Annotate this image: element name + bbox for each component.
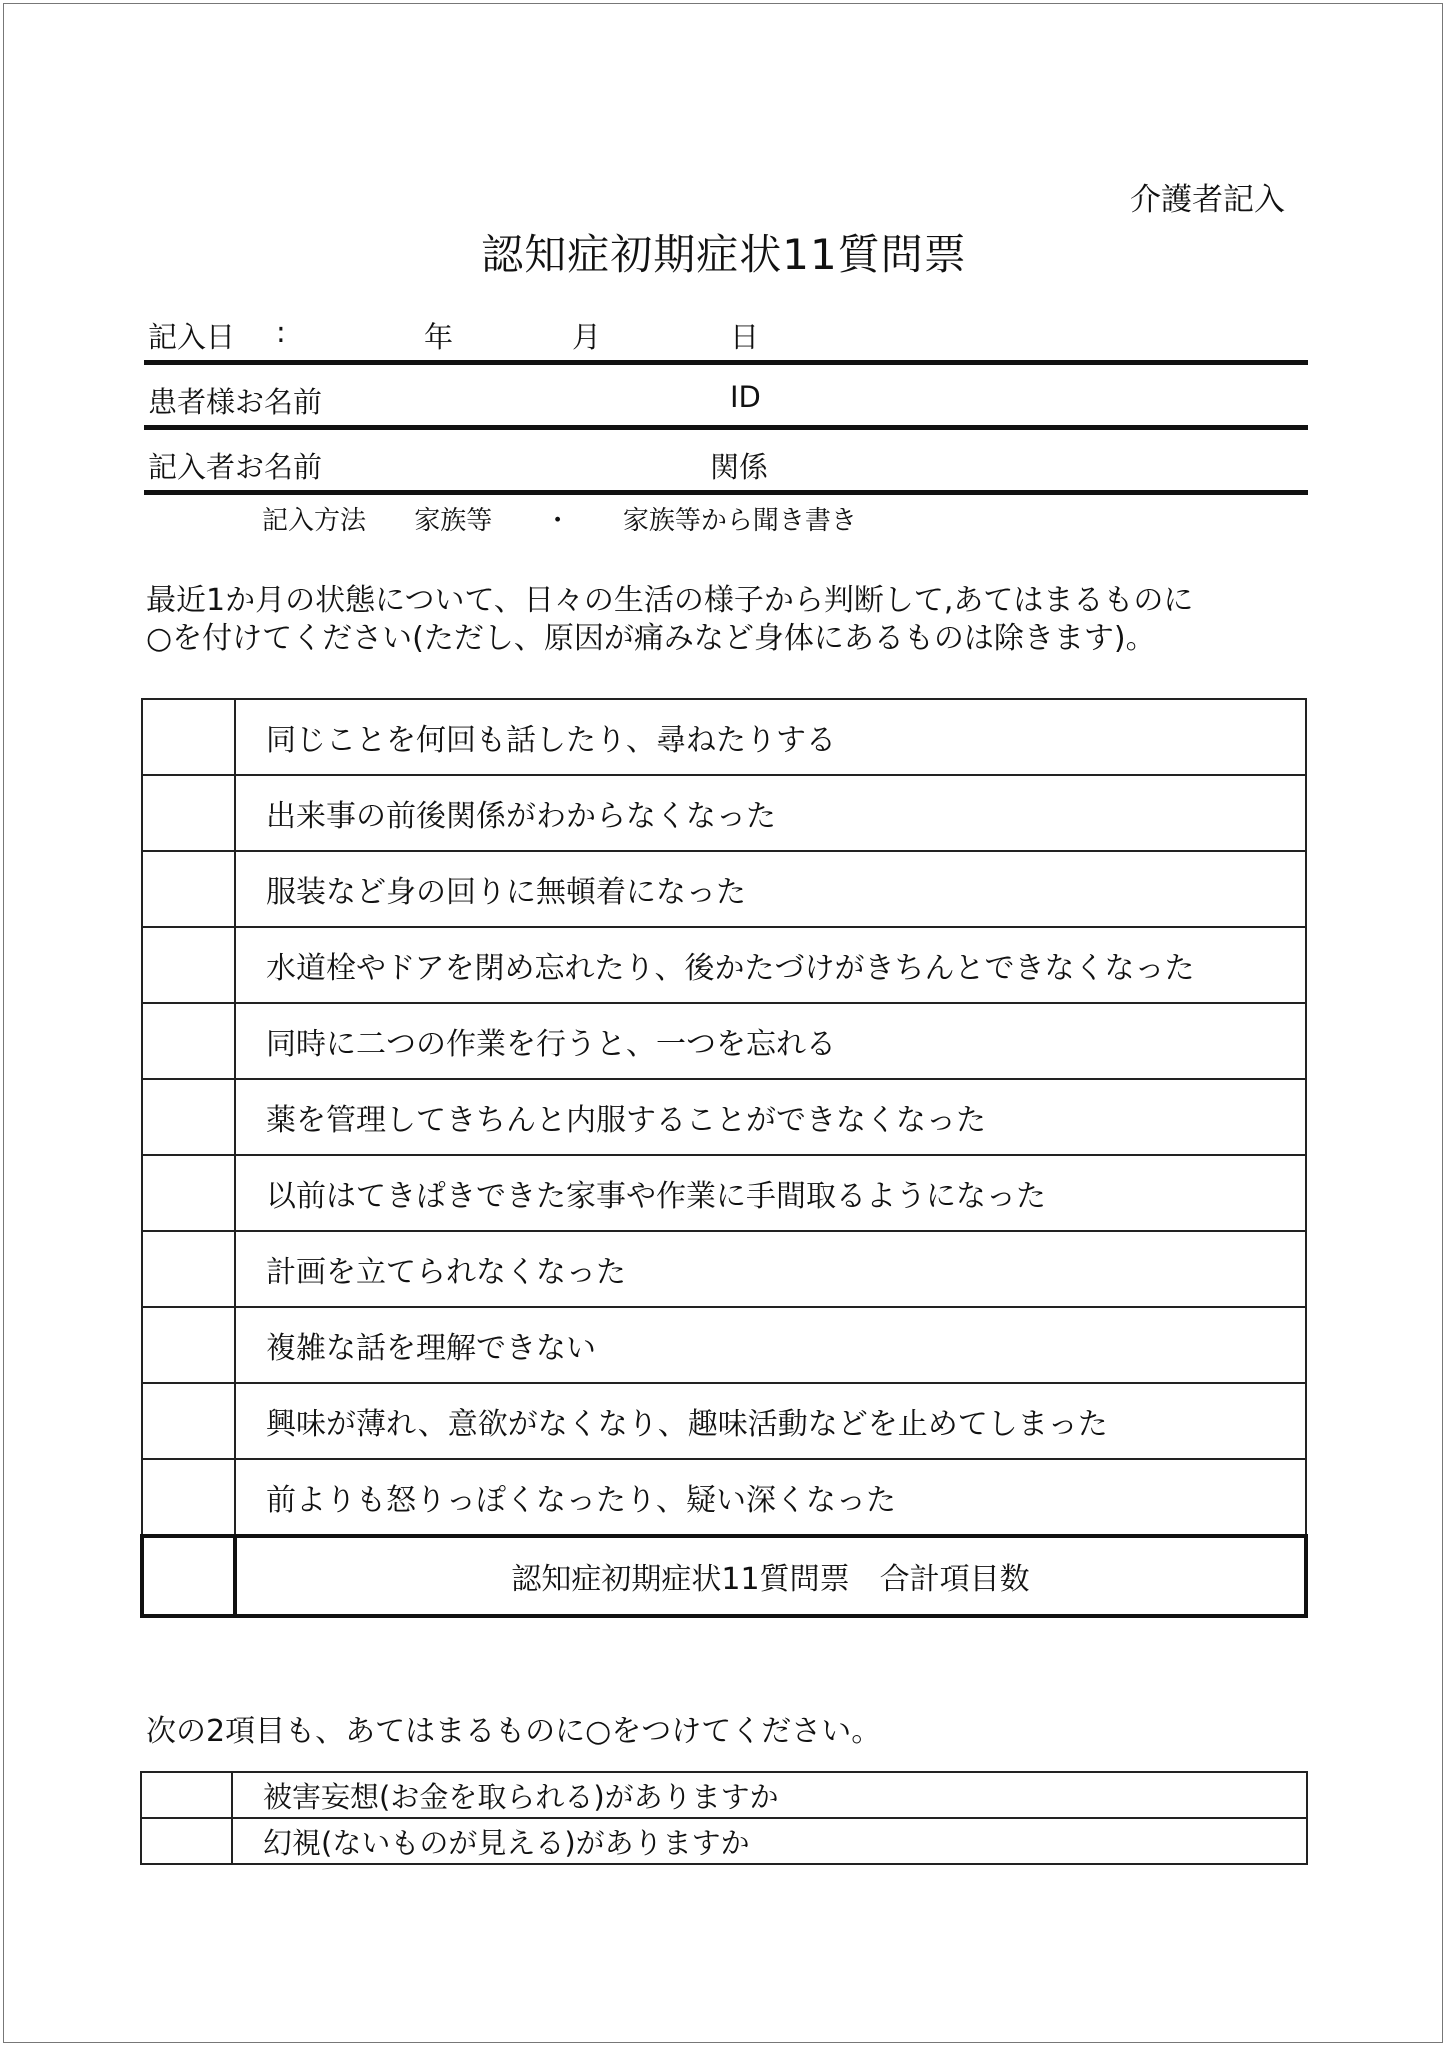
- question-row: [142, 699, 1306, 775]
- question-text: 水道栓やドアを閉め忘れたり、後かたづけがきちんとできなくなった: [235, 927, 1306, 1003]
- question-text: 出来事の前後関係がわからなくなった: [235, 775, 1306, 851]
- total-row: [142, 1536, 1306, 1616]
- question-text: 服装など身の回りに無頓着になった: [235, 851, 1306, 927]
- answer-cell[interactable]: [142, 775, 235, 851]
- total-count-cell[interactable]: [142, 1536, 235, 1616]
- question-row: [142, 1459, 1306, 1536]
- question-row: [142, 927, 1306, 1003]
- answer-cell[interactable]: [142, 1383, 235, 1459]
- question-text: 同じことを何回も話したり、尋ねたりする: [235, 699, 1306, 775]
- answer-cell[interactable]: [142, 1307, 235, 1383]
- month-label: 月: [572, 320, 602, 354]
- date-label: 記入日: [148, 320, 236, 354]
- date-row: [144, 300, 1308, 365]
- instructions-line-1: 最近1か月の状態について、日々の生活の様子から判断して,あてはまるものに: [146, 583, 1194, 618]
- method-label: 記入方法: [262, 506, 367, 536]
- question-text: 複雑な話を理解できない: [235, 1307, 1306, 1383]
- writer-row: [144, 430, 1308, 495]
- writer-name-label: 記入者お名前: [148, 450, 323, 484]
- answer-cell[interactable]: [142, 1459, 235, 1536]
- additional-question-row: [141, 1772, 1307, 1818]
- additional-question-text: 幻視(ないものが見える)がありますか: [232, 1818, 1307, 1864]
- question-row: [142, 1155, 1306, 1231]
- info-block: [144, 300, 1308, 495]
- question-text: 同時に二つの作業を行うと、一つを忘れる: [235, 1003, 1306, 1079]
- document-title: 認知症初期症状11質問票: [481, 230, 967, 279]
- relation-label: 関係: [710, 450, 769, 484]
- answer-cell[interactable]: [142, 1155, 235, 1231]
- answer-cell[interactable]: [142, 1079, 235, 1155]
- additional-questions-table: [140, 1771, 1308, 1865]
- answer-cell[interactable]: [142, 1003, 235, 1079]
- questions-table: [140, 698, 1308, 1618]
- question-row: [142, 1003, 1306, 1079]
- answer-cell[interactable]: [141, 1818, 232, 1864]
- method-option-family: 家族等: [414, 506, 493, 536]
- patient-row: [144, 365, 1308, 430]
- date-colon: :: [276, 315, 286, 349]
- patient-name-label: 患者様お名前: [148, 385, 323, 419]
- method-option-hearsay: 家族等から聞き書き: [622, 506, 857, 536]
- question-row: [142, 1383, 1306, 1459]
- answer-cell[interactable]: [142, 699, 235, 775]
- additional-question-text: 被害妄想(お金を取られる)がありますか: [232, 1772, 1307, 1818]
- answer-cell[interactable]: [142, 1231, 235, 1307]
- answer-cell[interactable]: [142, 851, 235, 927]
- method-separator: ・: [544, 506, 571, 536]
- answer-cell[interactable]: [142, 927, 235, 1003]
- additional-note: 次の2項目も、あてはまるものに○をつけてください。: [146, 1714, 882, 1749]
- instructions-line-2: ○を付けてください(ただし、原因が痛みなど身体にあるものは除きます)。: [146, 621, 1156, 656]
- question-text: 興味が薄れ、意欲がなくなり、趣味活動などを止めてしまった: [235, 1383, 1306, 1459]
- total-label: 認知症初期症状11質問票 合計項目数: [235, 1536, 1306, 1616]
- question-row: [142, 775, 1306, 851]
- question-text: 前よりも怒りっぽくなったり、疑い深くなった: [235, 1459, 1306, 1536]
- question-row: [142, 1231, 1306, 1307]
- question-row: [142, 1307, 1306, 1383]
- day-label: 日: [730, 320, 760, 354]
- question-text: 薬を管理してきちんと内服することができなくなった: [235, 1079, 1306, 1155]
- question-text: 計画を立てられなくなった: [235, 1231, 1306, 1307]
- entry-method: [262, 500, 857, 537]
- id-label: ID: [730, 380, 761, 414]
- year-label: 年: [424, 320, 454, 354]
- question-row: [142, 851, 1306, 927]
- question-row: [142, 1079, 1306, 1155]
- answer-cell[interactable]: [141, 1772, 232, 1818]
- question-text: 以前はてきぱきできた家事や作業に手間取るようになった: [235, 1155, 1306, 1231]
- additional-question-row: [141, 1818, 1307, 1864]
- instructions: [146, 582, 1193, 658]
- caregiver-note: 介護者記入: [1130, 182, 1285, 218]
